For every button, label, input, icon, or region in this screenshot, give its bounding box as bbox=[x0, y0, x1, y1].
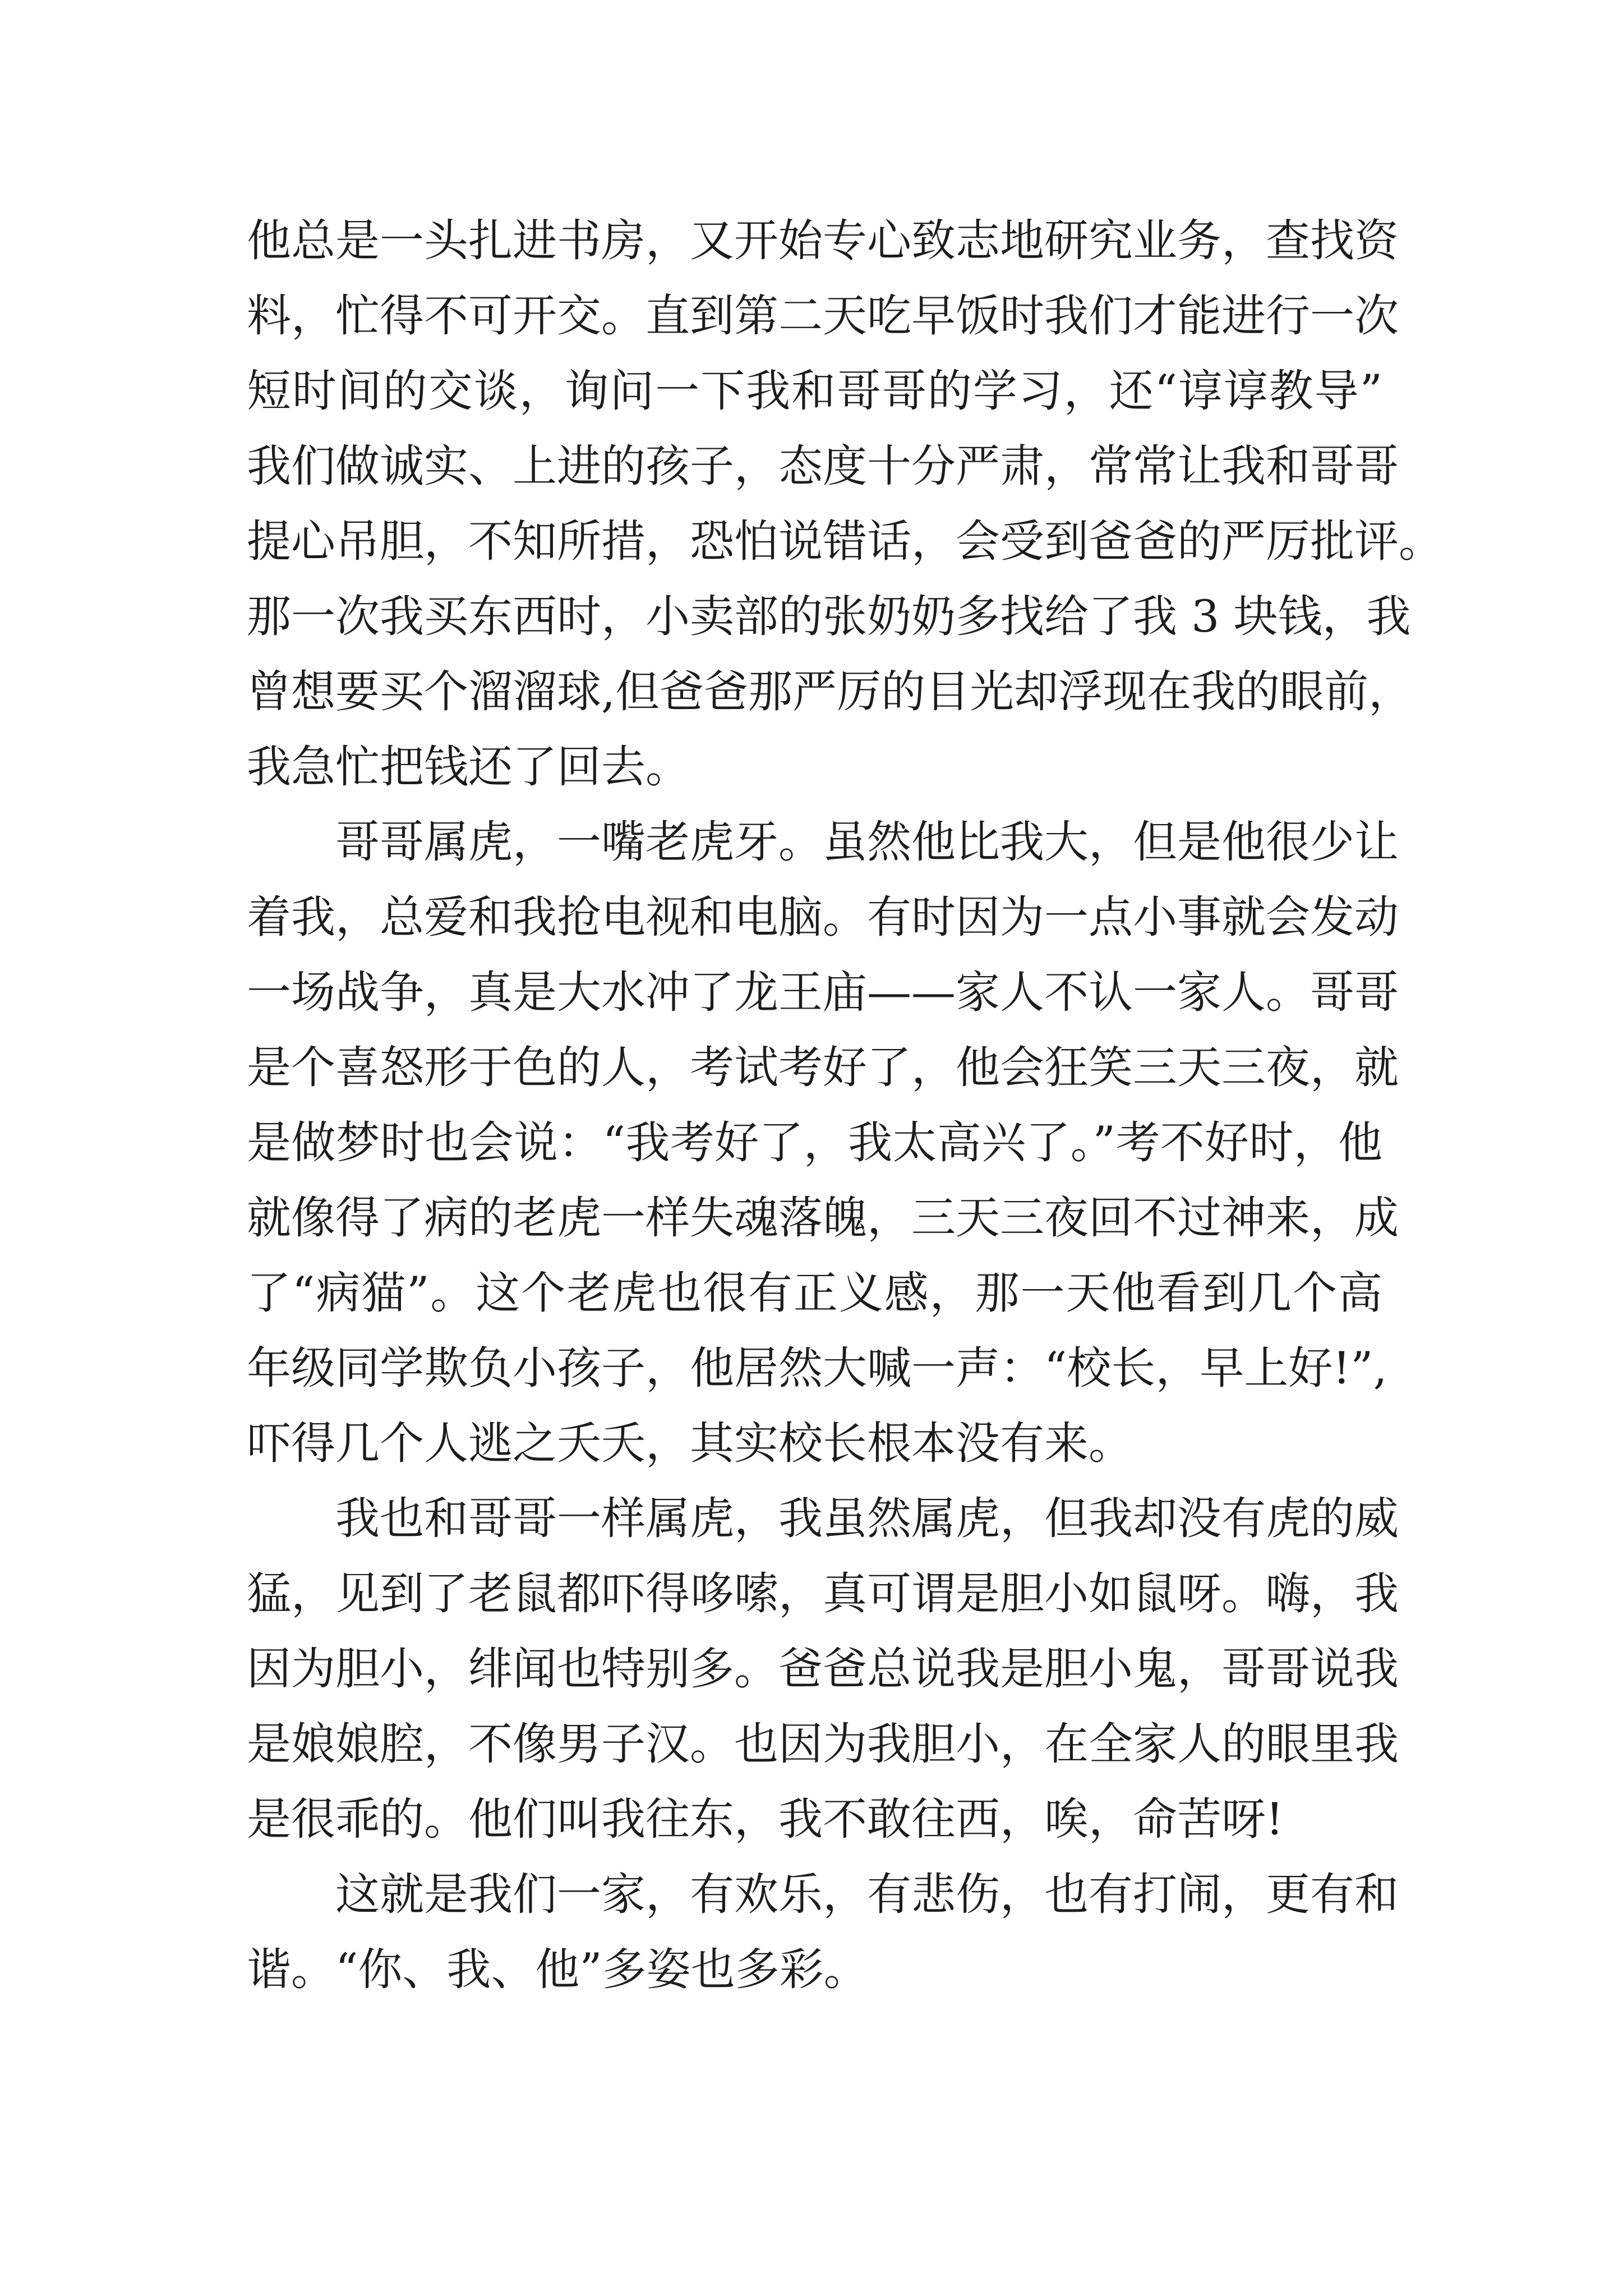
paragraph-2 bbox=[247, 804, 1399, 1481]
text-line: 我也和哥哥一样属虎，我虽然属虎，但我却没有虎的威 bbox=[335, 1493, 1399, 1544]
text-line: 猛，见到了老鼠都吓得哆嗦，真可谓是胆小如鼠呀。嗨，我 bbox=[247, 1568, 1399, 1619]
text-line: 这就是我们一家，有欢乐，有悲伤，也有打闹，更有和 bbox=[335, 1869, 1399, 1920]
text-line: 他总是一头扎进书房，又开始专心致志地研究业务，查找资 bbox=[247, 215, 1399, 266]
paragraph-4 bbox=[247, 1857, 1399, 2007]
text-line: 因为胆小，绯闻也特别多。爸爸总说我是胆小鬼，哥哥说我 bbox=[247, 1643, 1399, 1695]
text-line: 料，忙得不可开交。直到第二天吃早饭时我们才能进行一次 bbox=[247, 290, 1399, 342]
text-line: 着我，总爱和我抢电视和电脑。有时因为一点小事就会发动 bbox=[247, 891, 1399, 943]
text-line: 是做梦时也会说：“我考好了，我太高兴了。”考不好时，他 bbox=[247, 1117, 1382, 1168]
text-line: 曾想要买个溜溜球,但爸爸那严厉的目光却浮现在我的眼前， bbox=[247, 666, 1413, 717]
text-line: 我急忙把钱还了回去。 bbox=[247, 741, 690, 793]
paragraph-1 bbox=[247, 203, 1443, 804]
text-line: 就像得了病的老虎一样失魂落魄，三天三夜回不过神来，成 bbox=[247, 1192, 1399, 1244]
text-line: 我们做诚实、上进的孩子，态度十分严肃，常常让我和哥哥 bbox=[247, 440, 1399, 492]
document-body bbox=[247, 203, 1443, 2007]
text-line: 是个喜怒形于色的人，考试考好了，他会狂笑三天三夜，就 bbox=[247, 1042, 1399, 1093]
text-line: 提心吊胆，不知所措，恐怕说错话，会受到爸爸的严厉批评。 bbox=[247, 516, 1443, 567]
text-line: 是娘娘腔，不像男子汉。也因为我胆小，在全家人的眼里我 bbox=[247, 1718, 1399, 1770]
text-line: 谐。“你、我、他”多姿也多彩。 bbox=[247, 1944, 868, 1995]
text-line: 是很乖的。他们叫我往东，我不敢往西，唉，命苦呀! bbox=[247, 1793, 1284, 1845]
text-line: 吓得几个人逃之夭夭，其实校长根本没有来。 bbox=[247, 1418, 1133, 1469]
paragraph-3 bbox=[247, 1481, 1399, 1857]
text-line: 哥哥属虎，一嘴老虎牙。虽然他比我大，但是他很少让 bbox=[335, 816, 1399, 868]
text-line: 了“病猫”。这个老虎也很有正义感，那一天他看到几个高 bbox=[247, 1267, 1382, 1319]
text-line: 一场战争，真是大水冲了龙王庙——家人不认一家人。哥哥 bbox=[247, 967, 1399, 1018]
text-line: 年级同学欺负小孩子，他居然大喊一声：“校长，早上好!”, bbox=[247, 1342, 1387, 1394]
text-line: 短时间的交谈，询问一下我和哥哥的学习，还“谆谆教导” bbox=[247, 365, 1382, 417]
text-line: 那一次我买东西时，小卖部的张奶奶多找给了我 3 块钱，我 bbox=[247, 591, 1411, 642]
